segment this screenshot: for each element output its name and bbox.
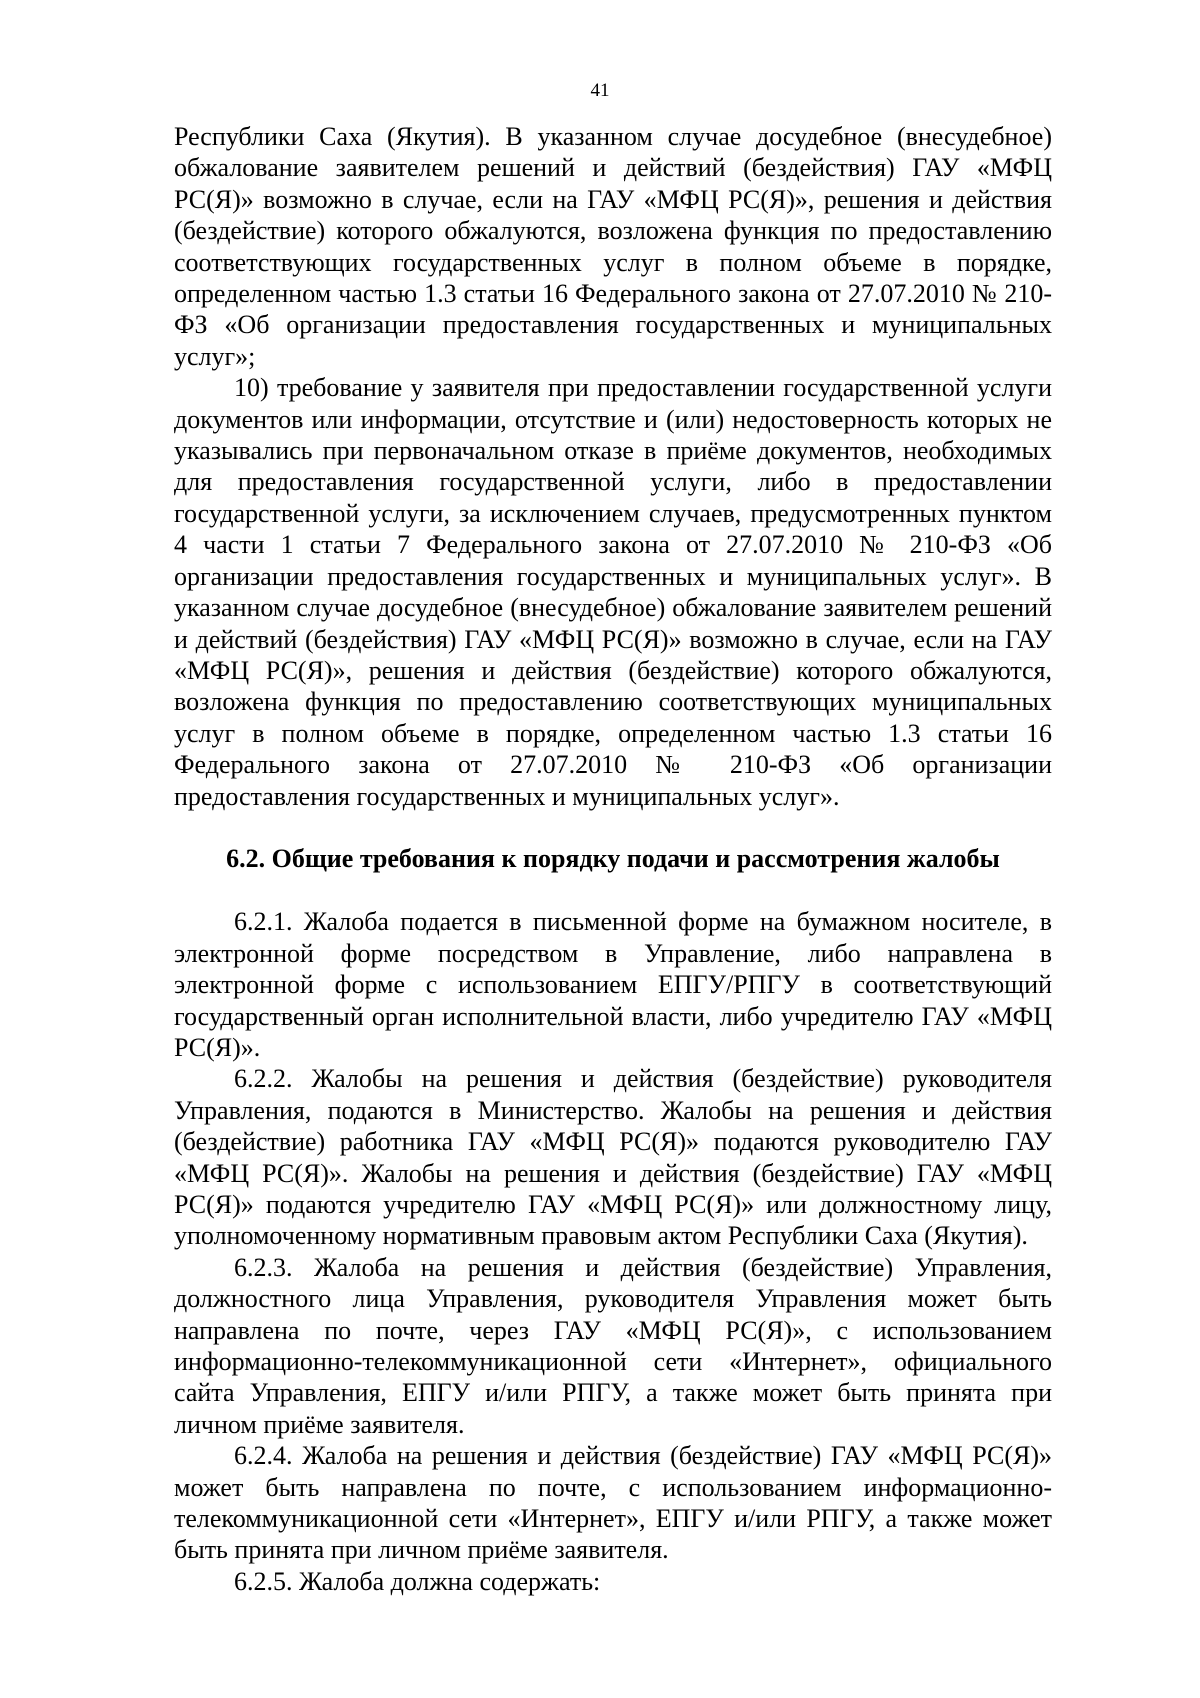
section-heading: 6.2. Общие требования к порядку подачи и рассмотрения жалобы	[226, 843, 1000, 873]
paragraph-6-2-5: 6.2.5. Жалоба должна содержать:	[234, 1566, 601, 1596]
paragraph-6-2-2: 6.2.2. Жалобы на решения и действия (бездействие) руководителя Управления, подаются в Министерство. Жалобы на решения и действия (бездействие) работника ГАУ «МФЦ РС(Я)» подаются руководителю ГАУ «МФЦ РС(Я)». Жалобы на решения и действия (бездействие) ГАУ «МФЦ РС(Я)» подаются учредителю ГАУ «МФЦ РС(Я)» или должностному лицу, уполномоченному нормативным правовым актом Республики Саха (Якутия).	[174, 1064, 1052, 1251]
paragraph-item-10: 10) требование у заявителя при предоставлении государственной услуги документов или информации, отсутствие и (или) недостоверность которых не указывались при первоначальном отказе в приёме документов, необходимых для предоставления государственной услуги, либо в предоставлении государственной услуги, за исключением случаев, предусмотренных пунктом 4 части 1 статьи 7 Федерального закона от 27.07.2010 № 210-ФЗ «Об организации предоставления государственных и муниципальных услуг». В указанном случае досудебное (внесудебное) обжалование заявителем решений и действий (бездействия) ГАУ «МФЦ РС(Я)» возможно в случае, если на ГАУ «МФЦ РС(Я)», решения и действия (бездействие) которого обжалуются, возложена функция по предоставлению соответствующих муниципальных услуг в полном объеме в порядке, определенном частью 1.3 статьи 16 Федерального закона от 27.07.2010 № 210-ФЗ «Об организации предоставления государственных и муниципальных услуг».	[174, 373, 1052, 811]
page-number: 41	[590, 80, 610, 101]
document-body	[174, 121, 1052, 1597]
paragraph-6-2-4: 6.2.4. Жалоба на решения и действия (бездействие) ГАУ «МФЦ РС(Я)» может быть направлена по почте, с использованием информационно-телекоммуникационной сети «Интернет», ЕПГУ и/или РПГУ, а также может быть принята при личном приёме заявителя.	[174, 1441, 1052, 1565]
paragraph-6-2-3: 6.2.3. Жалоба на решения и действия (бездействие) Управления, должностного лица Управления, руководителя Управления может быть направлена по почте, через ГАУ «МФЦ РС(Я)», с использованием информационно-телекоммуникационной сети «Интернет», официального сайта Управления, ЕПГУ и/или РПГУ, а также может быть принята при личном приёме заявителя.	[174, 1252, 1052, 1439]
paragraph-continuation: Республики Саха (Якутия). В указанном случае досудебное (внесудебное) обжалование заявителем решений и действий (бездействия) ГАУ «МФЦ РС(Я)» возможно в случае, если на ГАУ «МФЦ РС(Я)», решения и действия (бездействие) которого обжалуются, возложена функция по предоставлению соответствующих государственных услуг в полном объеме в порядке, определенном частью 1.3 статьи 16 Федерального закона от 27.07.2010 № 210-ФЗ «Об организации предоставления государственных и муниципальных услуг»;	[174, 122, 1052, 371]
paragraph-6-2-1: 6.2.1. Жалоба подается в письменной форме на бумажном носителе, в электронной форме посредством в Управление, либо направлена в электронной форме с использованием ЕПГУ/РПГУ в соответствующий государственный орган исполнительной власти, либо учредителю ГАУ «МФЦ РС(Я)».	[174, 907, 1052, 1062]
